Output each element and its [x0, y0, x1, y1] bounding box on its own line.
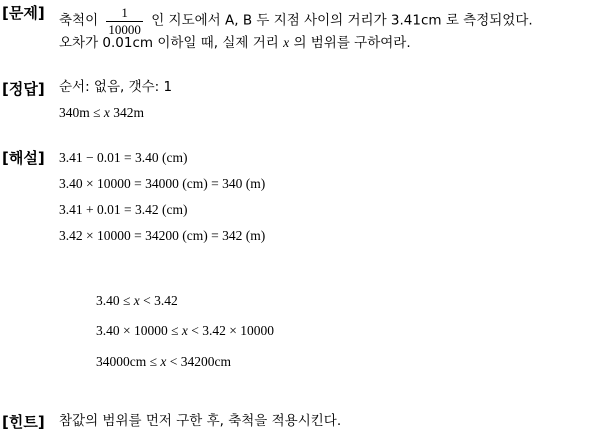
problem-text-condition: 오차가 0.01cm 이하일 때, 실제 거리 [59, 35, 279, 51]
variable-x: x [103, 105, 110, 120]
variable-x: x [181, 323, 188, 338]
variable-x: x [133, 293, 140, 308]
problem-text-lead: 축척이 [59, 12, 99, 29]
solution-eq-2: 3.40 × 10000 = 34000 (cm) = 340 (m) [59, 176, 266, 191]
variable-x: x [283, 35, 290, 50]
ineq-1-left: 3.40 ≤ [96, 293, 131, 308]
solution-tag: [해설] [2, 149, 45, 167]
solution-ineq-3 [96, 355, 231, 369]
problem-text-question: 의 범위를 구하여라. [293, 35, 411, 51]
fraction-numerator: 1 [121, 5, 128, 20]
ineq-2-left: 3.40 × 10000 ≤ [96, 323, 179, 338]
scale-fraction [106, 6, 143, 36]
solution-eq-3: 3.41 + 0.01 = 3.42 (cm) [59, 202, 188, 217]
answer-range [59, 106, 144, 120]
answer-tag: [정답] [2, 80, 45, 98]
hint-text: 참값의 범위를 먼저 구한 후, 축척을 적용시킨다. [59, 413, 342, 429]
solution-ineq-2 [96, 324, 274, 338]
problem-line-1 [59, 6, 533, 36]
variable-x: x [160, 354, 167, 369]
problem-text-rest: 인 지도에서 A, B 두 지점 사이의 거리가 3.41cm 로 측정되었다. [151, 12, 533, 29]
fraction-denominator: 10000 [108, 21, 141, 37]
solution-eq-4: 3.42 × 10000 = 34200 (cm) = 342 (m) [59, 228, 266, 243]
ineq-3-left: 34000cm ≤ [96, 354, 158, 369]
answer-range-left: 340m ≤ [59, 105, 101, 120]
solution-ineq-1 [96, 294, 178, 308]
problem-line-2 [59, 36, 411, 51]
ineq-3-right: < 34200cm [169, 354, 232, 369]
answer-meta: 순서: 없음, 갯수: 1 [59, 79, 173, 95]
problem-tag: [문제] [2, 4, 45, 22]
solution-eq-1: 3.41 − 0.01 = 3.40 (cm) [59, 150, 188, 165]
ineq-1-right: < 3.42 [143, 293, 178, 308]
answer-range-right: 342m [113, 105, 145, 120]
ineq-2-right: < 3.42 × 10000 [191, 323, 275, 338]
hint-tag: [힌트] [2, 413, 45, 431]
